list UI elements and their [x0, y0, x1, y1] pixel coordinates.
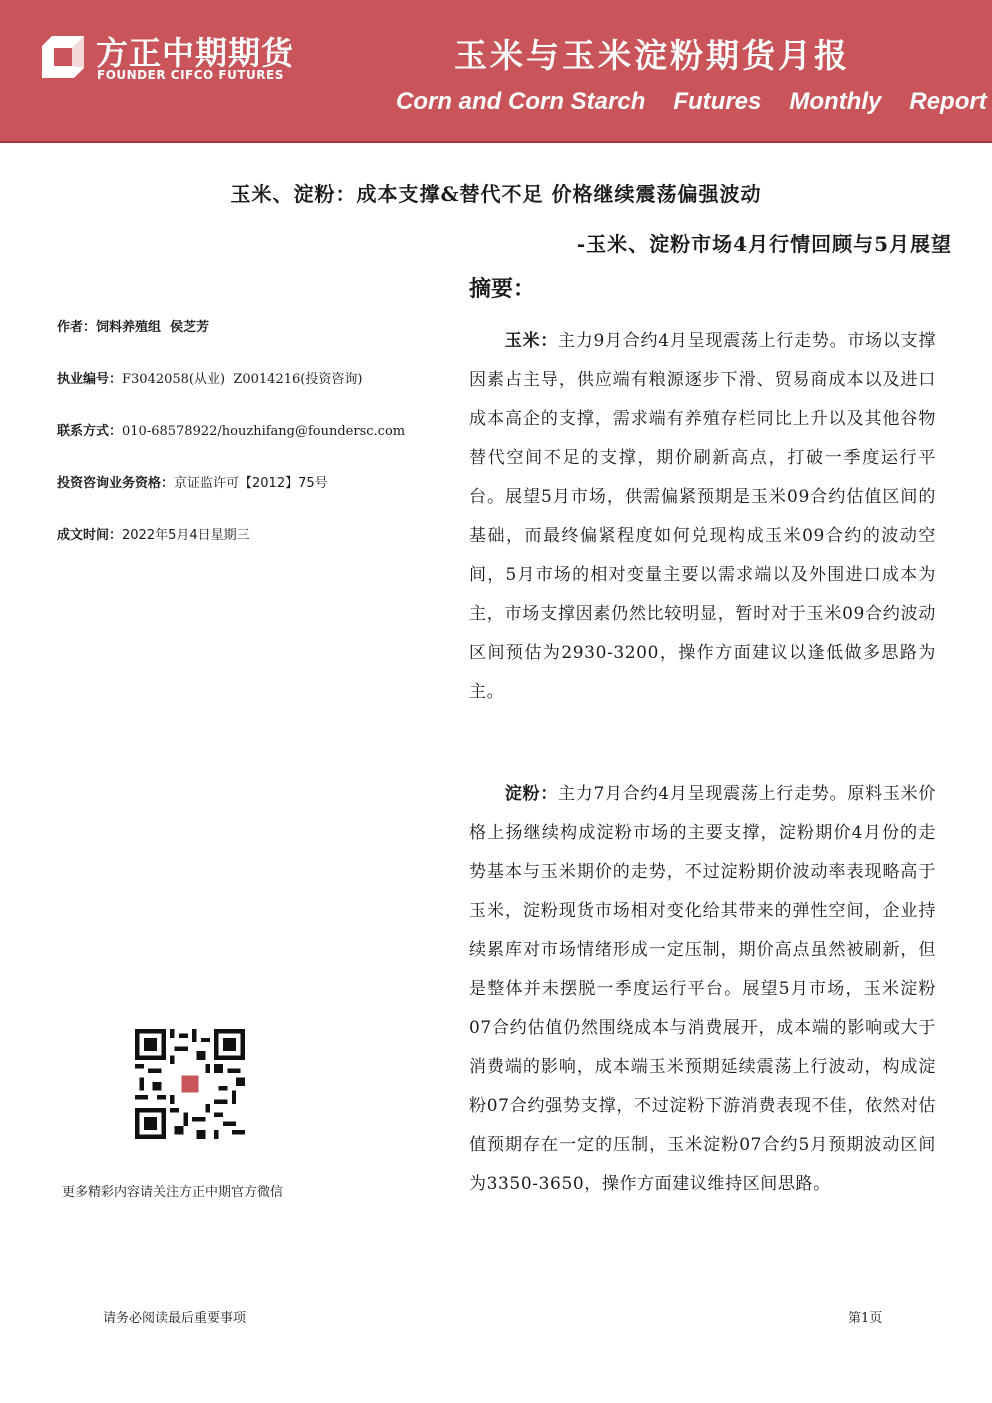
company-name-en: FOUNDER CIFCO FUTURES [97, 68, 284, 82]
qr-caption: 更多精彩内容请关注方正中期官方微信 [62, 1185, 284, 1200]
corn-text: 主力9月合约4月呈现震荡上行走势。市场以支撑因素占主导，供应端有粮源逐步下滑、贸易商成本以及进口成本高企的支撑，需求端有养殖存栏同比上升以及其他谷物替代空间不足的支撑，期价刷新高点，打破一季度运行平台。展望5月市场，供需偏紧预期是玉米09合约估值区间的基础，而最终偏紧程度如何兑现构成玉米09合约的波动空间，5月市场的相对变量主要以需求端以及外围进口成本为主，市场支撑因素仍然比较明显，暂时对于玉米09合约波动区间预估为2930-3200，操作方面建议以逢低做多思路为主。 [469, 331, 936, 702]
contact-value: 010-68578922/houzhifang@foundersc.com [122, 424, 406, 439]
report-title-cn: 玉米与玉米淀粉期货月报 [454, 36, 850, 75]
starch-text: 主力7月合约4月呈现震荡上行走势。原料玉米价格上扬继续构成淀粉市场的主要支撑，淀粉期价4月份的走势基本与玉米期价的走势，不过淀粉期价波动率表现略高于玉米，淀粉现货市场相对变化给其带来的弹性空间，企业持续累库对市场情绪形成一定压制，期价高点虽然被刷新，但是整体并未摆脱一季度运行平台。展望5月市场，玉米淀粉07合约估值仍然围绕成本与消费展开，成本端的影响或大于消费端的影响，成本端玉米预期延续震荡上行波动，构成淀粉07合约强势支撑，不过淀粉下游消费表现不佳，依然对估值预期存在一定的压制，玉米淀粉07合约5月预期波动区间为3350-3650，操作方面建议维持区间思路。 [469, 784, 936, 1194]
footer-disclaimer: 请务必阅读最后重要事项 [103, 1311, 247, 1326]
report-title-en [396, 88, 987, 116]
report-title-en-part: Report [909, 88, 987, 115]
date-label: 成文时间： [57, 528, 123, 543]
author-line [57, 316, 209, 335]
starch-label: 淀粉： [504, 784, 558, 804]
report-title-en-part: Corn and Corn Starch [396, 88, 646, 115]
starch-summary [469, 775, 936, 1204]
corn-label: 玉米： [504, 331, 558, 351]
page-number: 第1页 [848, 1311, 883, 1326]
company-logo-icon [40, 34, 86, 80]
author-value: 饲料养殖组 侯芝芳 [96, 320, 210, 335]
date-line [57, 524, 250, 543]
report-header [0, 0, 992, 143]
license-line [57, 368, 362, 387]
qualification-value: 京证监许可【2012】75号 [174, 476, 328, 491]
wechat-qr-code-icon [135, 1028, 245, 1140]
corn-summary [469, 322, 936, 712]
page-title: 玉米、淀粉：成本支撑&替代不足 价格继续震荡偏强波动 [230, 182, 762, 206]
abstract-heading: 摘要： [469, 276, 536, 302]
date-value: 2022年5月4日星期三 [122, 528, 250, 543]
report-title-en-part: Monthly [789, 88, 882, 115]
license-label: 执业编号： [57, 372, 123, 387]
qualification-line [57, 472, 328, 491]
contact-label: 联系方式： [57, 424, 123, 439]
qualification-label: 投资咨询业务资格： [57, 476, 175, 491]
author-label: 作者： [57, 320, 97, 335]
page-subtitle: -玉米、淀粉市场4月行情回顾与5月展望 [576, 232, 952, 256]
contact-line [57, 420, 405, 439]
company-name-cn: 方正中期期货 [96, 34, 295, 72]
report-title-en-part: Futures [673, 88, 762, 115]
license-value: F3042058(从业) Z0014216(投资咨询) [122, 372, 363, 387]
